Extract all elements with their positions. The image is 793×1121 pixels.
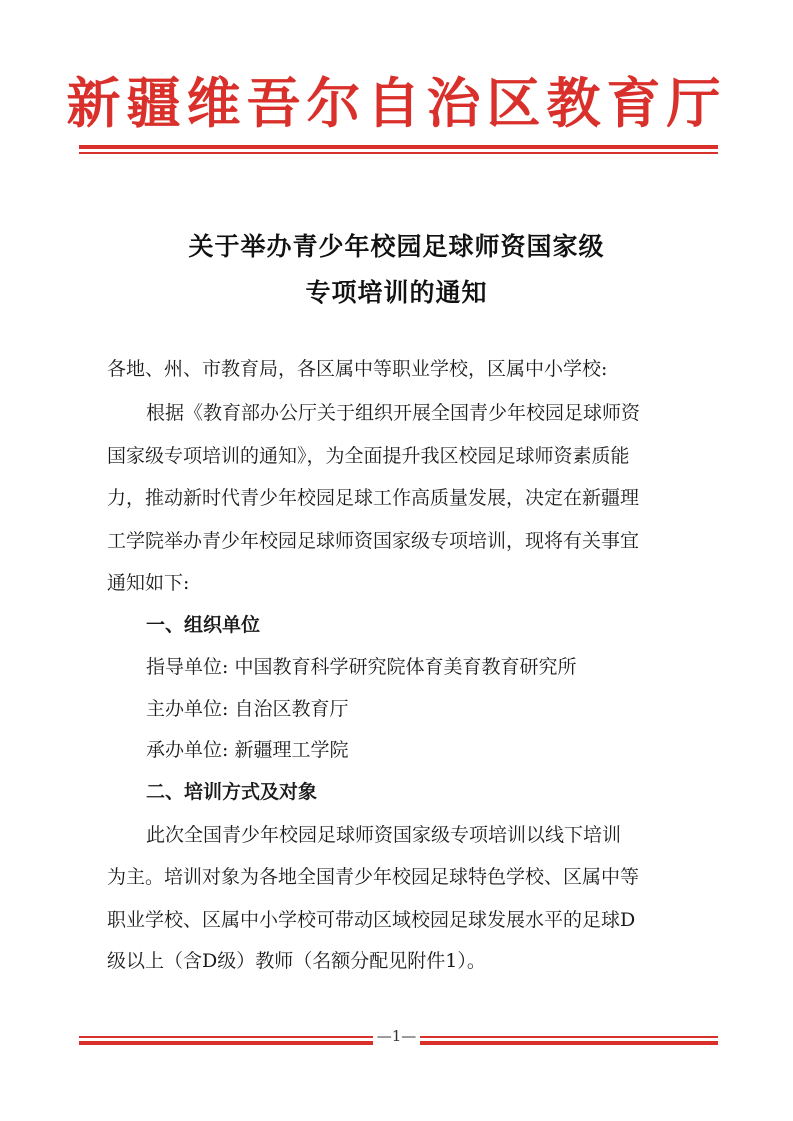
letterhead-rule-thick [79, 145, 718, 149]
document-title-line-2: 专项培训的通知 [305, 278, 488, 307]
document-title-line-1: 关于举办青少年校园足球师资国家级 [188, 232, 605, 261]
section-2-line-1: 此次全国青少年校园足球师资国家级专项培训以线下培训 [146, 824, 622, 846]
section-2-heading: 二、培训方式及对象 [146, 781, 318, 803]
intro-line-1: 根据《教育部办公厅关于组织开展全国青少年校园足球师资 [146, 402, 641, 424]
section-1-item-host: 主办单位: 自治区教育厅 [146, 698, 349, 720]
intro-line-4: 工学院举办青少年校园足球师资国家级专项培训，现将有关事宜 [107, 530, 640, 552]
letterhead-rule-thin [79, 152, 718, 154]
section-2-line-2: 为主。培训对象为各地全国青少年校园足球特色学校、区属中等 [107, 866, 640, 888]
intro-line-5: 通知如下: [107, 572, 190, 594]
intro-line-3: 力，推动新时代青少年校园足球工作高质量发展，决定在新疆理 [107, 487, 640, 509]
page-number-text: —1— [373, 1027, 421, 1045]
intro-line-2: 国家级专项培训的通知》，为全面提升我区校园足球师资素质能 [107, 445, 630, 467]
section-1-item-guide: 指导单位: 中国教育科学研究院体育美育教育研究所 [146, 656, 577, 678]
section-1-heading: 一、组织单位 [146, 614, 261, 636]
letterhead-title: 新疆维吾尔自治区教育厅 [66, 71, 727, 135]
section-1-item-organizer: 承办单位: 新疆理工学院 [146, 739, 349, 761]
recipients-line: 各地、州、市教育局，各区属中等职业学校，区属中小学校: [107, 358, 608, 380]
page-number [0, 1027, 793, 1045]
section-2-line-4: 级以上（含D级）教师（名额分配见附件1）。 [107, 950, 486, 972]
section-2-line-3: 职业学校、区属中小学校可带动区域校园足球发展水平的足球D [107, 909, 636, 931]
